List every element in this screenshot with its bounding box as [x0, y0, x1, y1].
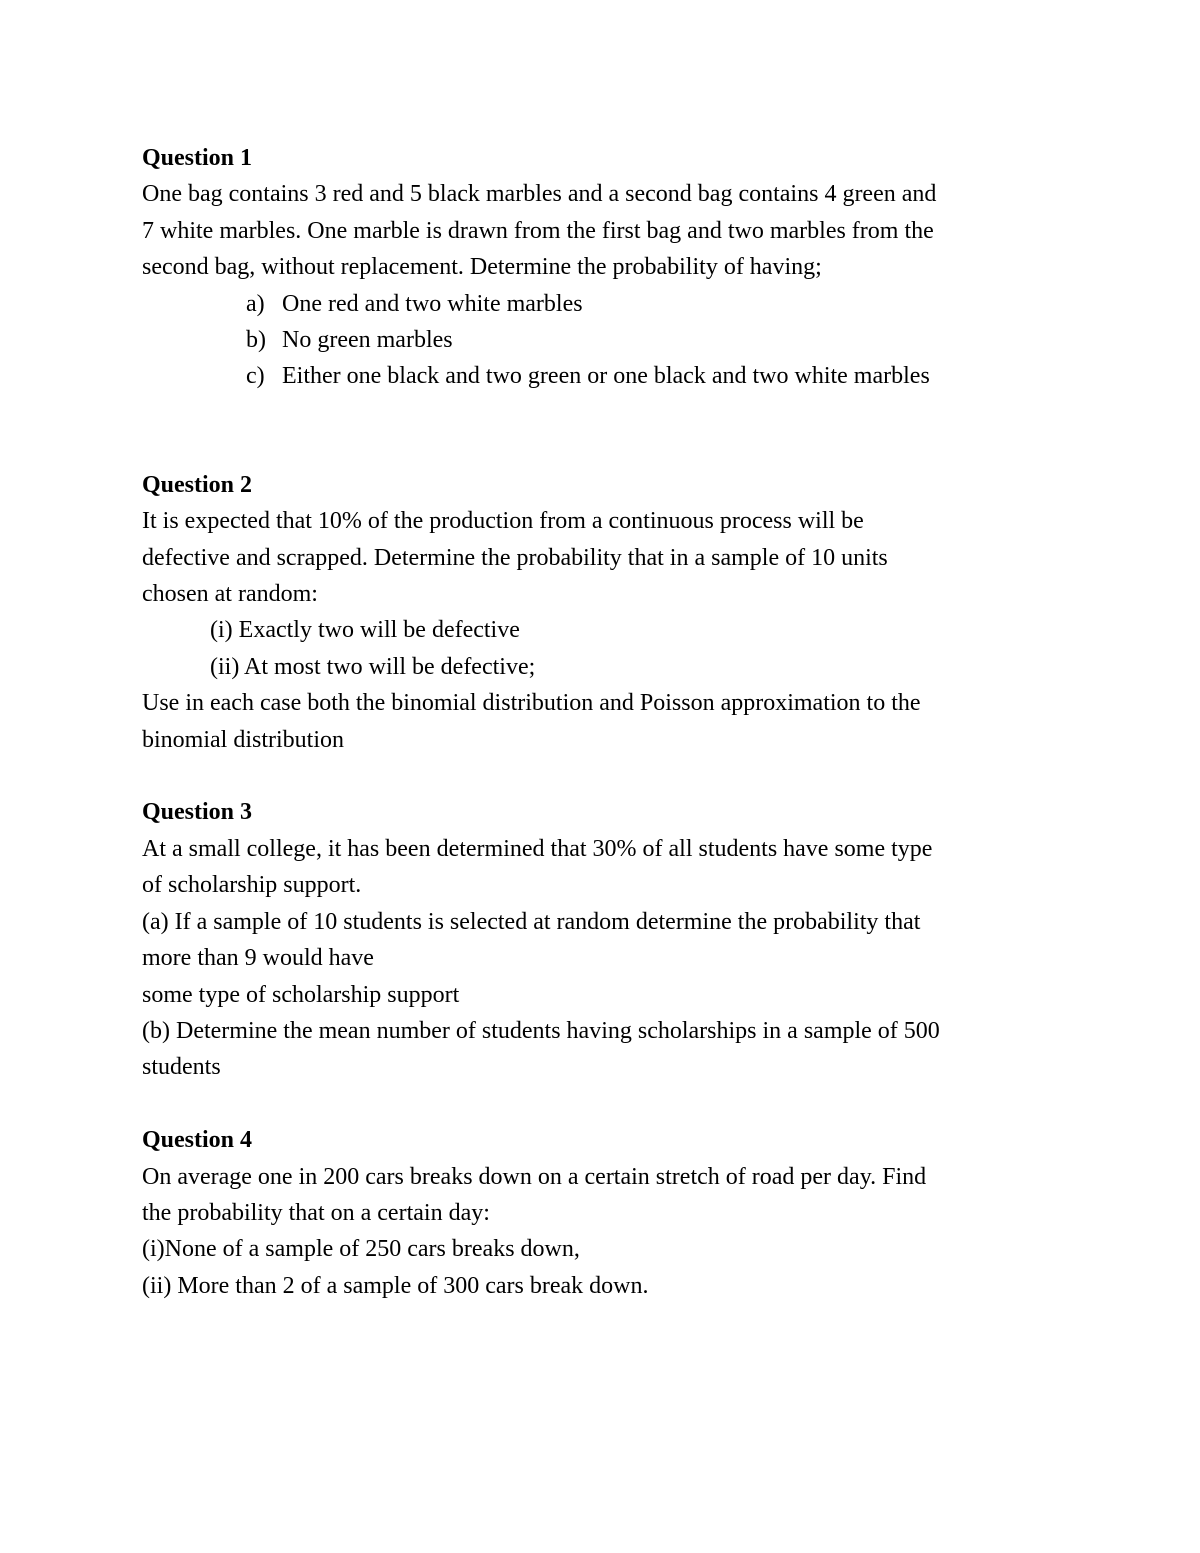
- question-text-line: chosen at random:: [142, 581, 318, 608]
- question-title: Question 3: [142, 799, 253, 826]
- sub-question-list: [142, 286, 1072, 395]
- sub-question-item: (i) Exactly two will be defective: [210, 617, 520, 644]
- sub-question-item: [142, 358, 1072, 394]
- question-title: Question 1: [142, 145, 253, 171]
- spacer: [142, 758, 1072, 794]
- sub-question-item: [142, 322, 1072, 358]
- question-text-line: more than 9 would have: [142, 945, 374, 972]
- question-title: Question 2: [142, 471, 253, 498]
- list-marker: c): [246, 363, 265, 390]
- sub-question-text: No green marbles: [282, 327, 453, 354]
- question-text-line: second bag, without replacement. Determine the probability of having;: [142, 254, 822, 281]
- question-title: Question 4: [142, 1127, 253, 1154]
- question-1: [142, 140, 1072, 395]
- question-text-line: At a small college, it has been determined that 30% of all students have some type: [142, 835, 933, 862]
- sub-question-list: [142, 612, 1072, 685]
- list-marker: a): [246, 290, 265, 317]
- spacer: [142, 1086, 1072, 1122]
- question-4: [142, 1122, 1072, 1304]
- sub-question-text: Either one black and two green or one black and two white marbles: [282, 363, 930, 390]
- spacer: [142, 395, 1072, 467]
- question-3: [142, 794, 1072, 1085]
- question-text-line: (a) If a sample of 10 students is selected at random determine the probability that: [142, 908, 921, 935]
- sub-question-item: [142, 286, 1072, 322]
- question-text-line: On average one in 200 cars breaks down on a certain stretch of road per day. Find: [142, 1163, 927, 1190]
- question-text-line: It is expected that 10% of the production from a continuous process will be: [142, 508, 864, 535]
- document-page: [142, 140, 1072, 1304]
- question-text-line: (ii) More than 2 of a sample of 300 cars break down.: [142, 1272, 649, 1299]
- list-marker: b): [246, 327, 266, 354]
- question-text-line: defective and scrapped. Determine the probability that in a sample of 10 units: [142, 544, 888, 571]
- question-2: [142, 467, 1072, 758]
- sub-question-text: One red and two white marbles: [282, 290, 583, 317]
- question-text-line: Use in each case both the binomial distribution and Poisson approximation to the: [142, 690, 921, 717]
- question-text-line: of scholarship support.: [142, 872, 362, 899]
- question-text-line: binomial distribution: [142, 726, 344, 753]
- sub-question-item: (ii) At most two will be defective;: [210, 653, 536, 680]
- question-text-line: (b) Determine the mean number of students having scholarships in a sample of 500: [142, 1017, 940, 1044]
- question-text-line: students: [142, 1054, 221, 1081]
- question-text-line: (i)None of a sample of 250 cars breaks down,: [142, 1236, 580, 1263]
- question-text-line: 7 white marbles. One marble is drawn from the first bag and two marbles from the: [142, 217, 934, 244]
- question-text-line: One bag contains 3 red and 5 black marbles and a second bag contains 4 green and: [142, 181, 937, 208]
- question-text-line: the probability that on a certain day:: [142, 1199, 490, 1226]
- question-text-line: some type of scholarship support: [142, 981, 460, 1008]
